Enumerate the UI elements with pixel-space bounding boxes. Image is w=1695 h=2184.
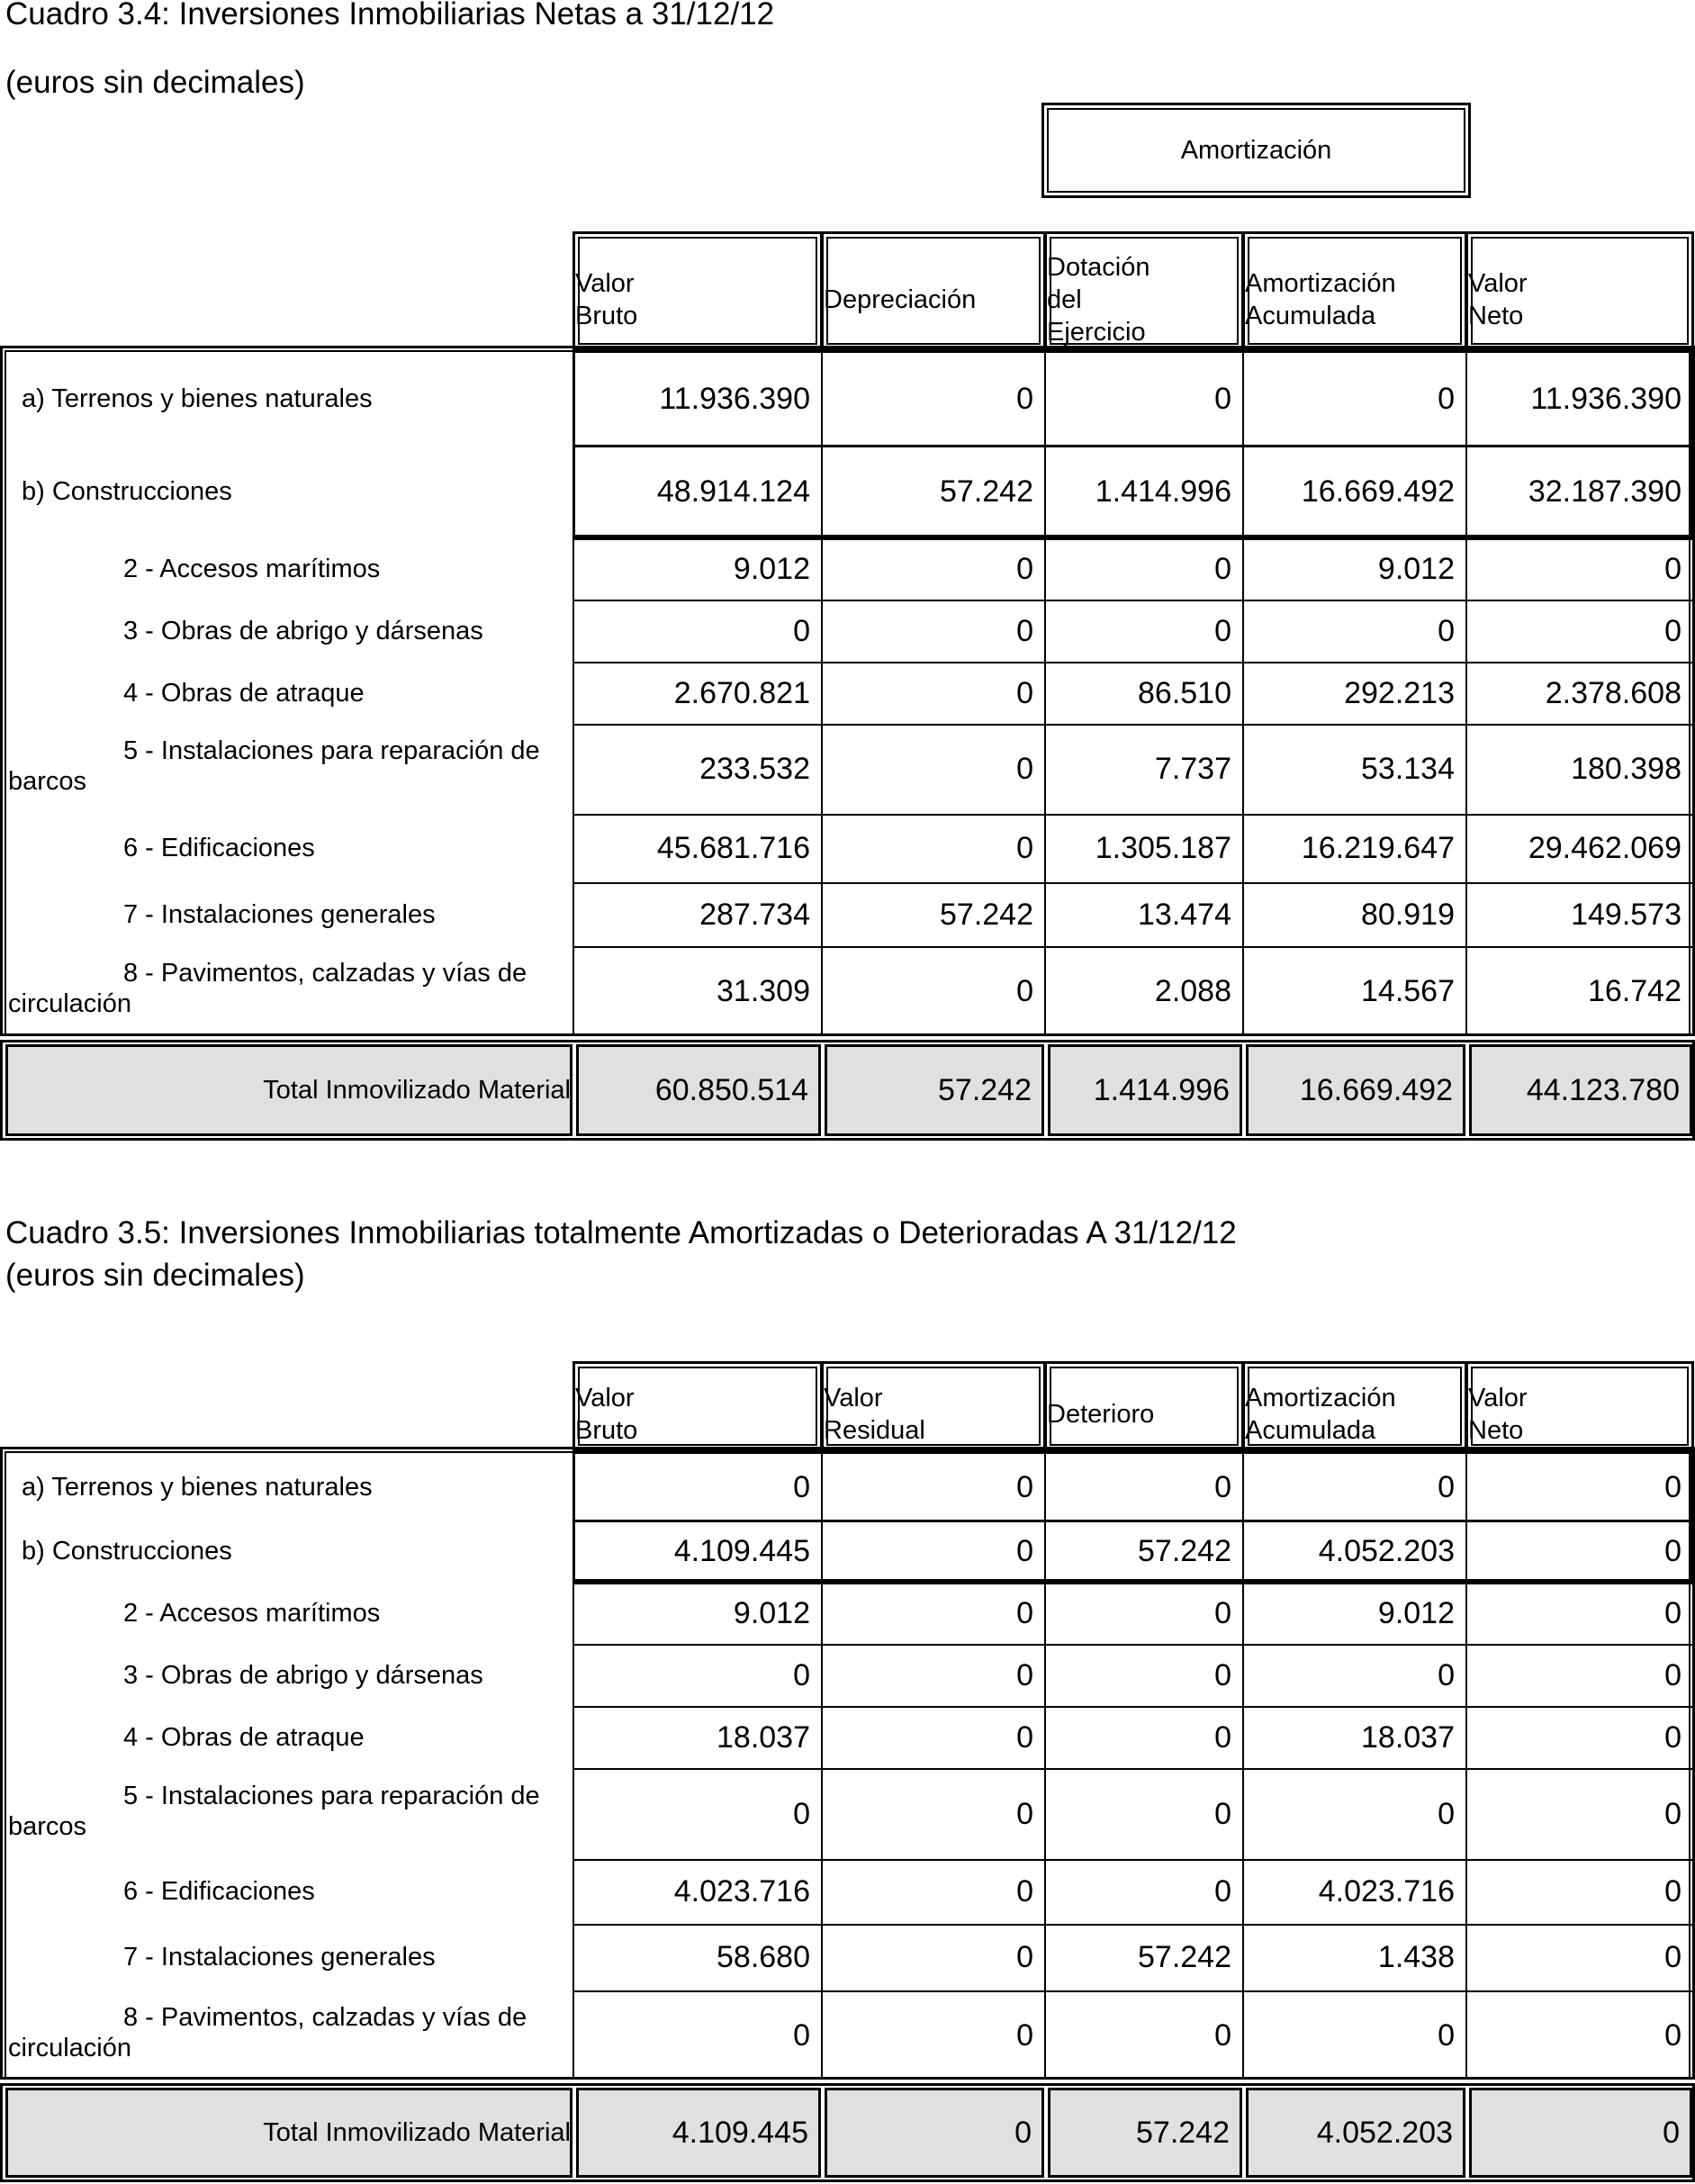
t1-cell: 16.742 [1588,974,1681,1008]
t1-cell: 29.462.069 [1528,831,1681,865]
t2-cell: 0 [793,1796,810,1831]
table1-title: Cuadro 3.4: Inversiones Inmobiliarias Netas a 31/12/12 [5,0,775,32]
t2-row-label-cont: circulación [8,2033,131,2062]
t1-cell: 0 [1214,382,1231,416]
t2-cell: 0 [1016,1469,1033,1504]
t2-row-label: 6 - Edificaciones [123,1877,315,1906]
t2-cell: 0 [1664,1940,1681,1974]
t2-cell: 0 [1664,1719,1681,1755]
t1-header-col-1 [573,231,823,350]
t1-cell: 13.474 [1138,897,1231,932]
t1-header-text: Acumulada [1245,302,1376,330]
t2-total-value: 4.052.203 [1316,2116,1453,2150]
table1-subtitle: (euros sin decimales) [5,65,305,100]
t1-header-col-5 [1465,231,1694,350]
t2-cell: 57.242 [1138,1533,1231,1568]
t2-cell: 4.052.203 [1318,1533,1455,1568]
t2-cell: 0 [1016,1874,1033,1909]
t1-row-label: 7 - Instalaciones generales [123,899,436,929]
t1-cell: 57.242 [940,897,1033,932]
t2-header-text: Residual [824,1416,925,1445]
t2-header-col-5 [1465,1361,1694,1451]
t2-total-label: Total Inmovilizado Material [263,2118,571,2147]
t1-cell: 0 [1016,831,1033,865]
t2-cell: 0 [1438,1657,1455,1692]
t1-cell: 11.936.390 [1530,382,1681,416]
t2-header-col-2 [821,1361,1046,1451]
t1-cell: 48.914.124 [656,474,810,509]
t2-cell: 0 [1214,1595,1231,1630]
t1-cell: 2.088 [1154,974,1231,1008]
t1-row-divider [573,662,1692,663]
t2-row-label: 4 - Obras de atraque [123,1722,365,1752]
t1-cell: 11.936.390 [659,382,810,416]
t2-row-label-cont: barcos [8,1811,87,1841]
t2-row-label: 3 - Obras de abrigo y dársenas [123,1660,483,1690]
t2-cell: 18.037 [1361,1719,1455,1755]
t2-header-text: Valor [1468,1384,1528,1412]
t1-row-label: 8 - Pavimentos, calzadas y vías de [123,959,527,988]
t1-cell: 0 [1016,613,1033,648]
t2-cell: 18.037 [717,1719,810,1755]
t1-total-label: Total Inmovilizado Material [263,1076,571,1105]
t2-cell: 0 [1016,1796,1033,1831]
t2-cell: 0 [1664,1657,1681,1692]
t1-cell: 0 [1016,382,1033,416]
t2-cell: 0 [1664,1469,1681,1504]
t1-total-value: 44.123.780 [1526,1073,1680,1107]
t1-header-col-3 [1044,231,1244,350]
t1-cell: 14.567 [1361,974,1455,1008]
t2-header-text: Valor [824,1384,883,1412]
t1-header-text: Depreciación [824,285,977,314]
t1-cell: 0 [1664,551,1681,586]
t2-cell: 0 [1664,1595,1681,1630]
t2-cell: 0 [1438,2017,1455,2053]
t1-cell: 16.669.492 [1301,474,1455,509]
t2-header-col-4 [1242,1361,1467,1451]
t2-cell: 0 [793,2017,810,2053]
t2-header-col-3 [1044,1361,1244,1451]
t1-header-text: del [1047,285,1082,314]
t1-header-col-4 [1242,231,1467,350]
t1-total-value: 60.850.514 [654,1073,808,1107]
amortizacion-group-label: Amortización [1180,136,1332,165]
t1-header-text: Neto [1468,302,1524,330]
t2-row-label: 8 - Pavimentos, calzadas y vías de [123,2002,527,2032]
t2-cell: 0 [1016,1657,1033,1692]
t1-row-label: 4 - Obras de atraque [123,678,365,708]
t1-row-label: 3 - Obras de abrigo y dársenas [123,616,483,645]
t2-cell: 0 [1664,1533,1681,1568]
t2-cell: 0 [1214,1657,1231,1692]
t1-header-text: Valor [1468,269,1528,298]
t2-cell: 0 [1214,1719,1231,1755]
t1-cell: 31.309 [717,974,810,1008]
t1-cell: 0 [1016,551,1033,586]
t1-cell: 53.134 [1361,752,1455,786]
t2-cell: 0 [1016,1533,1033,1568]
t2-header-text: Deterioro [1047,1400,1155,1429]
t2-cell: 9.012 [1377,1595,1455,1630]
t2-row-divider [573,1924,1692,1926]
t1-row-divider [573,814,1692,816]
t2-row-divider [573,1644,1692,1646]
t1-cell: 233.532 [699,752,810,786]
t1-cell: 0 [793,613,810,648]
t2-cell: 0 [1664,1796,1681,1831]
t1-total-value: 16.669.492 [1299,1073,1453,1107]
table2-title: Cuadro 3.5: Inversiones Inmobiliarias totalmente Amortizadas o Deterioradas A 31/12/12 [5,1215,1237,1250]
t2-row-divider [573,1582,1692,1584]
t1-header-col-2 [821,231,1046,350]
t1-cell: 86.510 [1138,675,1231,710]
table2-subtitle: (euros sin decimales) [5,1258,305,1293]
t1-cell: 45.681.716 [656,831,810,865]
t2-header-text: Bruto [575,1416,638,1445]
t1-cell: 32.187.390 [1528,474,1681,509]
t1-total-value: 57.242 [938,1073,1032,1107]
t1-cell: 0 [1214,613,1231,648]
t2-row-divider [573,1706,1692,1708]
t1-cell: 287.734 [699,897,810,932]
t2-total-value: 0 [1663,2116,1680,2150]
t1-top-rows-box [573,350,1692,537]
t1-header-text: Ejercicio [1047,318,1146,347]
t1-row-label-cont: barcos [8,767,87,796]
t2-cell: 1.438 [1377,1940,1455,1974]
t1-cell: 9.012 [1377,551,1455,586]
t1-cell: 7.737 [1154,752,1231,786]
t2-cell: 57.242 [1138,1940,1231,1974]
t2-row-label: a) Terrenos y bienes naturales [22,1472,373,1502]
t2-row-label: b) Construcciones [22,1536,232,1566]
t1-cell: 0 [1438,382,1455,416]
t1-row-divider [573,600,1692,601]
t1-row-label: 2 - Accesos marítimos [123,554,381,583]
t2-cell: 0 [1438,1796,1455,1831]
t2-cell: 0 [793,1469,810,1504]
t1-cell: 80.919 [1361,897,1455,932]
t1-cell: 180.398 [1571,752,1681,786]
t2-cell: 0 [1214,1874,1231,1909]
t1-header-text: Bruto [575,302,638,330]
t2-header-text: Amortización [1245,1384,1396,1412]
t2-cell: 0 [1016,1940,1033,1974]
t2-cell: 58.680 [717,1940,810,1974]
t1-row-divider [573,946,1692,948]
t2-row-label: 5 - Instalaciones para reparación de [123,1781,540,1810]
t2-cell: 4.023.716 [673,1874,810,1909]
t2-row-label: 7 - Instalaciones generales [123,1943,436,1972]
t1-cell: 1.305.187 [1095,831,1231,865]
t2-cell: 0 [1664,2017,1681,2053]
t2-cell: 9.012 [733,1595,810,1630]
t2-header-text: Valor [575,1384,635,1412]
t1-cell: 1.414.996 [1095,474,1231,509]
t1-cell: 292.213 [1344,675,1455,710]
t1-header-text: Amortización [1245,269,1396,298]
t1-cell: 2.670.821 [673,675,810,710]
t1-cell: 57.242 [940,474,1033,509]
t1-row-label: 6 - Edificaciones [123,834,315,862]
t1-header-text: Dotación [1047,253,1150,282]
t1-total-value: 1.414.996 [1093,1073,1230,1107]
t2-row-label: 2 - Accesos marítimos [123,1598,381,1628]
t2-header-text: Acumulada [1245,1416,1376,1445]
t1-cell: 0 [1438,613,1455,648]
amortizacion-group-header [1041,103,1471,198]
t1-row-label: a) Terrenos y bienes naturales [22,384,373,413]
t2-cell: 0 [1664,1874,1681,1909]
t1-row-divider [573,724,1692,726]
t2-cell: 0 [1438,1469,1455,1504]
t2-total-value: 4.109.445 [672,2116,808,2150]
t1-cell: 0 [1214,551,1231,586]
t1-row-label: 5 - Instalaciones para reparación de [123,736,540,765]
t2-cell: 0 [1016,2017,1033,2053]
t1-cell: 0 [1016,675,1033,710]
t1-header-text: Valor [575,269,635,298]
t1-col-divider [1692,350,1694,1036]
t1-cell: 149.573 [1571,897,1681,932]
t1-cell: 9.012 [733,551,810,586]
t2-cell: 0 [1214,1469,1231,1504]
t2-total-value: 0 [1014,2116,1032,2150]
t2-cell: 0 [1214,1796,1231,1831]
t2-cell: 0 [793,1657,810,1692]
t2-total-value: 57.242 [1136,2116,1230,2150]
t1-cell: 0 [1016,752,1033,786]
t1-cell: 0 [1016,974,1033,1008]
t2-row-divider [573,1768,1692,1770]
t1-cell: 16.219.647 [1301,831,1455,865]
t1-cell: 2.378.608 [1545,675,1681,710]
t2-cell: 4.109.445 [673,1533,810,1568]
t2-cell: 0 [1214,2017,1231,2053]
t1-row-divider [573,537,1692,540]
t2-cell: 4.023.716 [1318,1874,1455,1909]
t1-row-label-cont: circulación [8,989,131,1018]
t2-header-text: Neto [1468,1416,1524,1445]
t2-cell: 0 [1016,1595,1033,1630]
t1-row-divider [573,882,1692,884]
t1-cell: 0 [1664,613,1681,648]
t2-cell: 0 [1016,1719,1033,1755]
t2-col-divider [1692,1451,1694,2080]
t2-header-col-1 [573,1361,823,1451]
t2-row-divider [573,1990,1692,1992]
t1-row-label: b) Construcciones [22,476,232,506]
t2-row-divider [573,1859,1692,1861]
